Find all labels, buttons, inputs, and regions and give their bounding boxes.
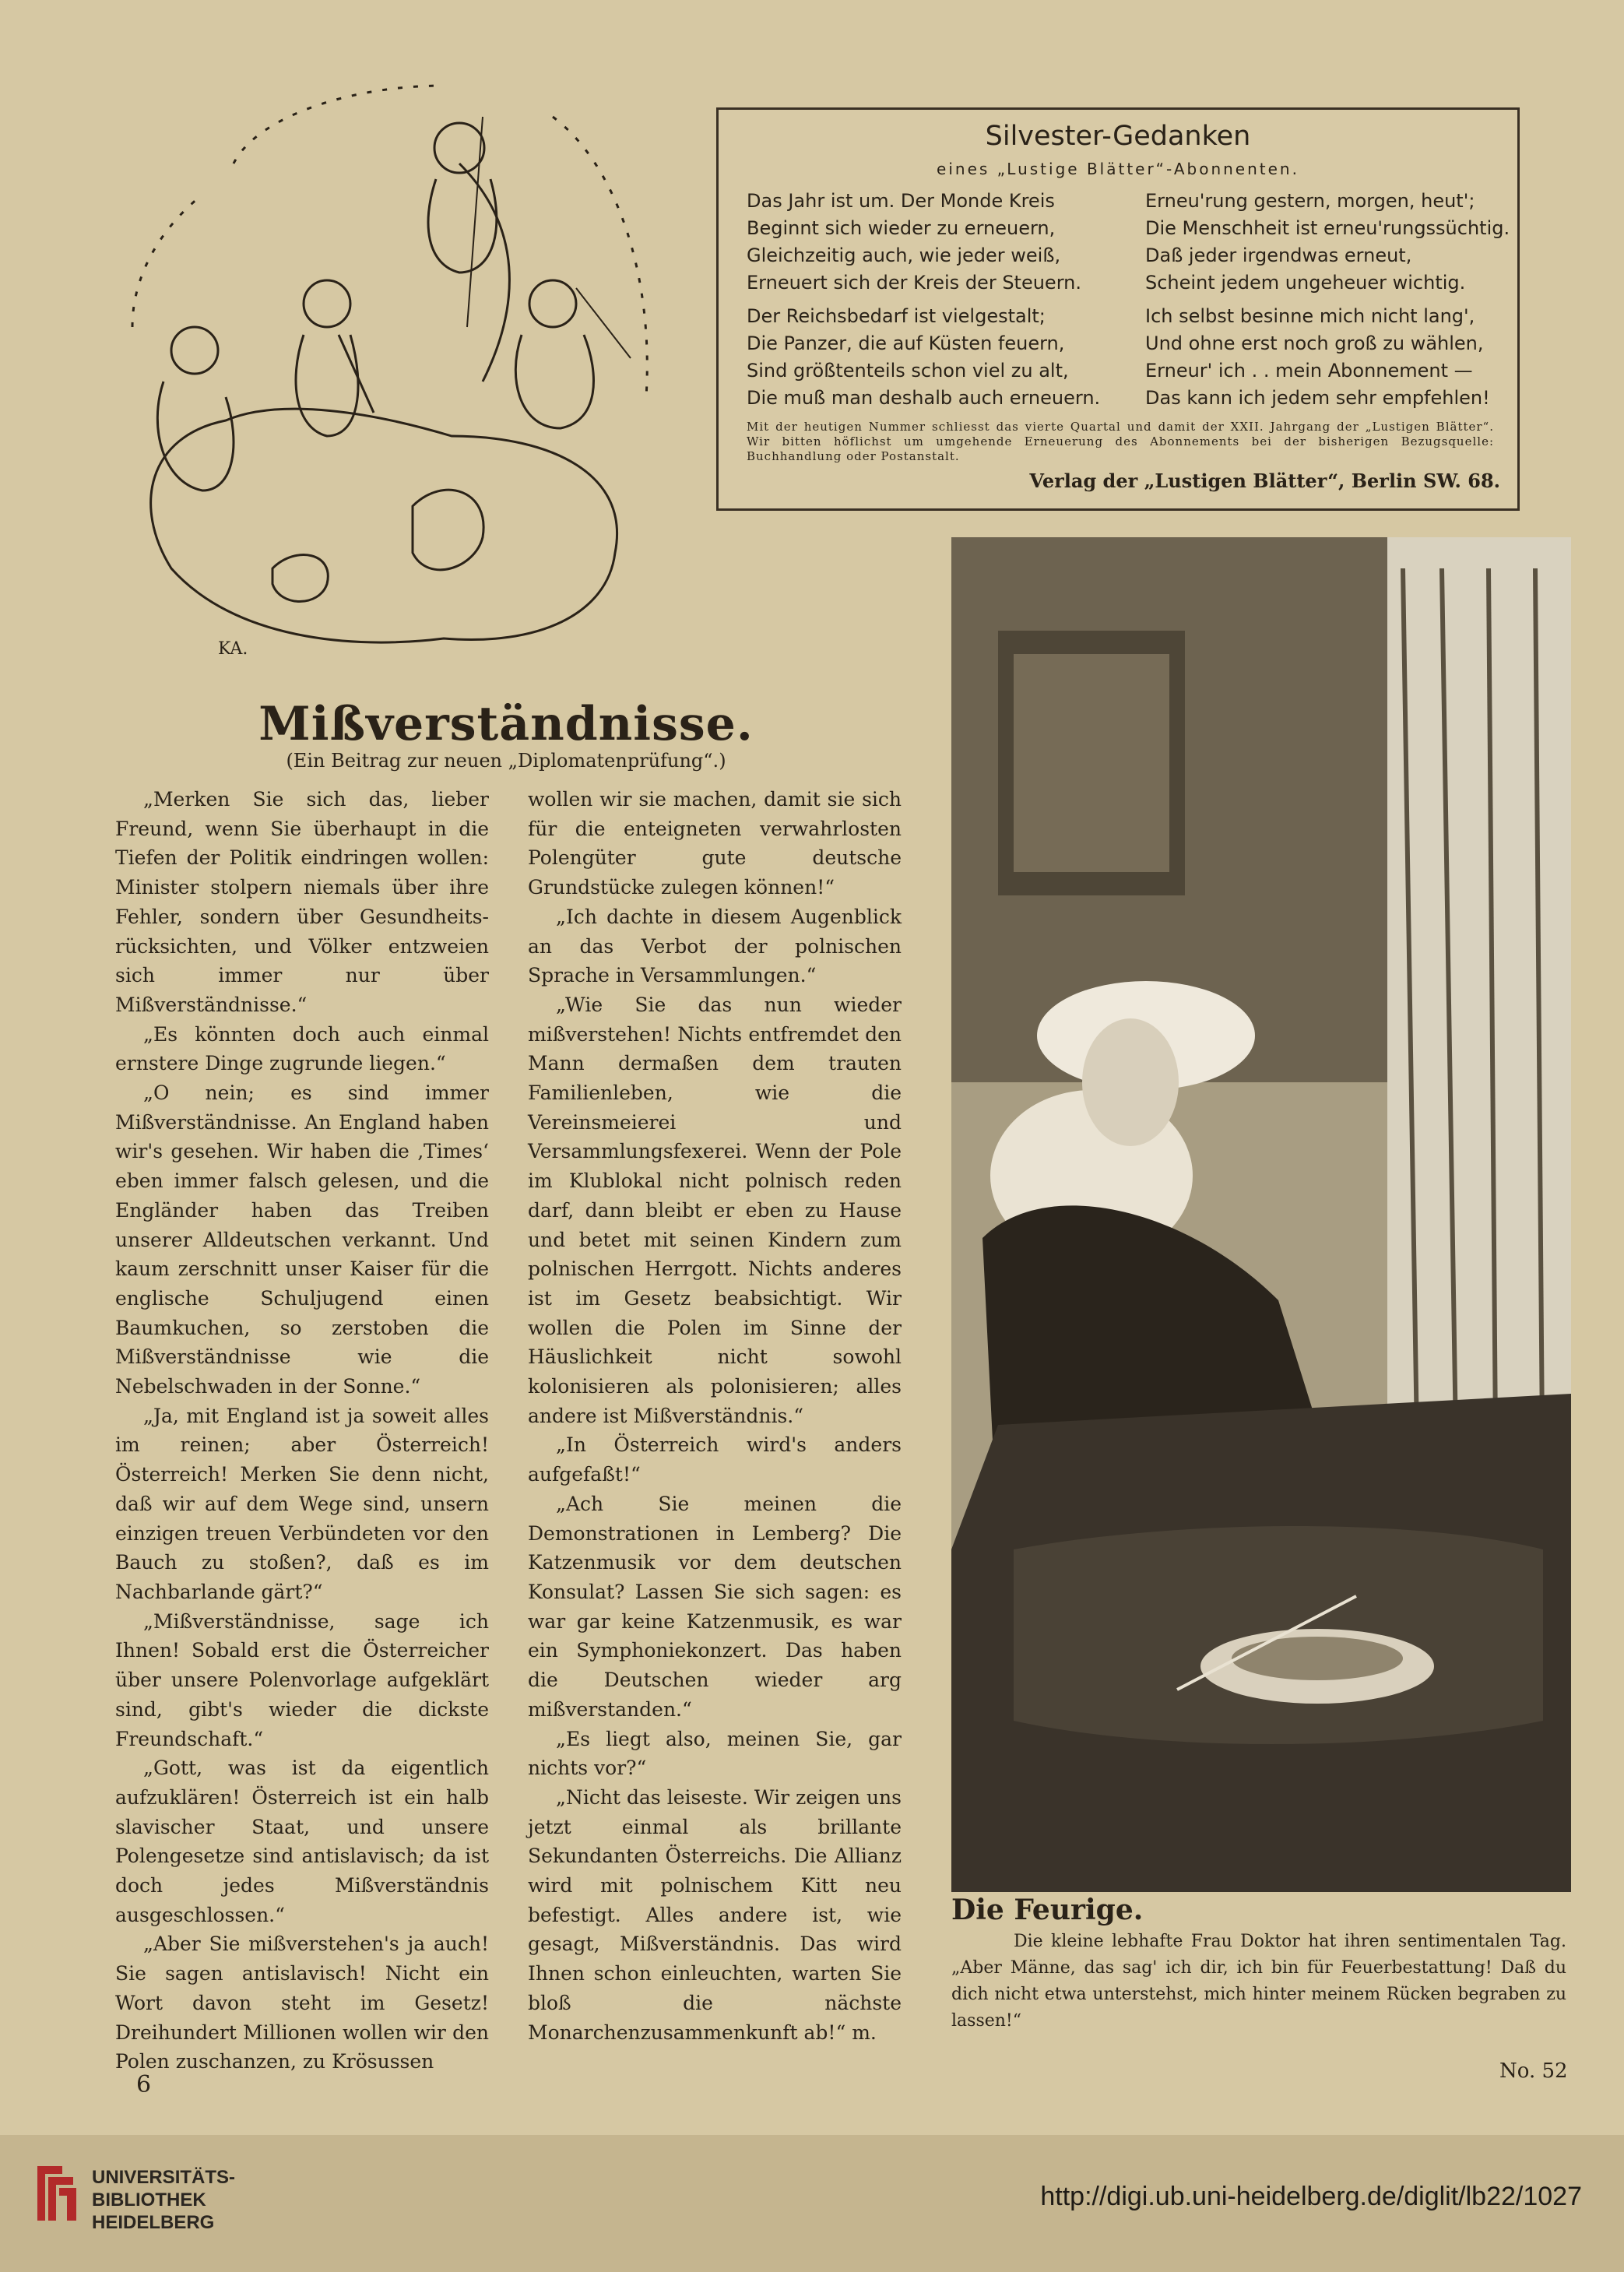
poem-line: Das kann ich jedem sehr empfehlen! — [1145, 387, 1490, 409]
caption-title: Die Feurige. — [951, 1894, 1144, 1926]
article-paragraph — [528, 1783, 902, 2047]
article-paragraph: „Wie Sie das nun wieder mißverstehen! Nichts entfremdet den Mann dermaßen dem trauten Familienleben, wie die Vereinsmeierei und Versammlungsfexerei. Wenn der Pole im Klublokal nicht polnisch reden darf, dann bleibt er eben zu Hause und betet mit seinen Kindern zum polnischen Herrgott. Nichts anderes ist im Gesetz beabsichtigt. Wir wollen die Polen im Sinne der Häuslichkeit nicht sowohl kolonisieren als polonisieren; alles andere ist Mißverständnis.“ — [528, 993, 902, 1427]
poem-line: Sind größtenteils schon viel zu alt, — [747, 360, 1069, 382]
poem-line: Erneur' ich . . mein Abonnement — — [1145, 360, 1473, 382]
article-paragraph: „In Österreich wird's anders aufgefaßt!“ — [528, 1433, 902, 1486]
institution-name-line: UNIVERSITÄTS- — [92, 2167, 236, 2188]
issue-number: No. 52 — [1499, 2059, 1568, 2083]
article-paragraph: „Ja, mit England ist ja soweit alles im reinen; aber Österreich! Österreich! Merken Sie denn nicht, daß wir auf dem Wege sind, unsern einzigen treuen Verbündeten vor den Bauch zu stoßen?, daß es im Nachbarlande gärt?“ — [115, 1404, 489, 1603]
institution-name-line: BIBLIOTHEK — [92, 2189, 206, 2210]
illustration-svg — [951, 537, 1571, 1892]
article-paragraph: „Mißverständnisse, sage ich Ihnen! Sobald erst die Österreicher über unsere Polenvorlage aufgeklärt sind, gibt's wieder die dickste Freundschaft.“ — [115, 1609, 489, 1750]
poem-title: Silvester-Gedanken — [985, 121, 1251, 152]
poem-stanza-1-left — [747, 188, 1081, 297]
digitization-url-link[interactable]: http://digi.ub.uni-heidelberg.de/diglit/lb22/1027 — [1040, 2182, 1582, 2211]
poem-line: Daß jeder irgendwas erneut, — [1145, 244, 1412, 266]
poem-line: Gleichzeitig auch, wie jeder weiß, — [747, 244, 1061, 266]
cherub-drawing-svg — [117, 70, 677, 670]
logo-svg — [31, 2163, 79, 2224]
article-subtitle: (Ein Beitrag zur neuen „Diplomatenprüfung“.) — [286, 750, 726, 772]
poem-line: Die Menschheit ist erneu'rungssüchtig. — [1145, 217, 1510, 239]
poem-line: Scheint jedem ungeheuer wichtig. — [1145, 272, 1466, 294]
caption-text: Die kleine lebhafte Frau Doktor hat ihren sentimentalen Tag. „Aber Männe, das sag' ich dir, ich bin für Feuerbestattung! Daß du dich nicht etwa unterstehst, mich hinter meinem Rücken begraben zu lassen!“ — [951, 1932, 1566, 2031]
poem-line: Die muß man deshalb auch erneuern. — [747, 387, 1101, 409]
article-paragraph: „Ich dachte in diesem Augenblick an das Verbot der polnischen Sprache in Versammlungen.“ — [528, 905, 902, 987]
article-paragraph: „Aber Sie mißverstehen's ja auch! Sie sagen antislavisch! Nicht ein Wort davon steht im Gesetz! Dreihundert Millionen wollen wir den Polen zuschanzen, zu Krösussen — [115, 1933, 489, 2073]
article-paragraph: „Gott, was ist da eigentlich aufzuklären! Österreich ist ein halb slavischer Staat, und unsere Polengesetze sind antislavisch; da ist doch jedes Mißverständnis ausgeschlossen.“ — [115, 1757, 489, 1926]
publisher-line: Verlag der „Lustigen Blätter“, Berlin SW. 68. — [1029, 470, 1500, 492]
page-number: 6 — [136, 2071, 152, 2098]
university-logo-icon — [31, 2163, 79, 2224]
poem-line: Und ohne erst noch groß zu wählen, — [1145, 332, 1484, 354]
article-column-left — [115, 785, 489, 2077]
poem-line: Ich selbst besinne mich nicht lang', — [1145, 305, 1475, 327]
poem-line: Die Panzer, die auf Küsten feuern, — [747, 332, 1065, 354]
poem-line: Das Jahr ist um. Der Monde Kreis — [747, 190, 1055, 212]
poem-line: Erneu'rung gestern, morgen, heut'; — [1145, 190, 1475, 212]
poem-subtitle: eines „Lustige Blätter“-Abonnenten. — [937, 160, 1299, 178]
poem-line: Der Reichsbedarf ist vielgestalt; — [747, 305, 1046, 327]
poem-stanza-2-left — [747, 303, 1100, 412]
article-paragraph: „Es könnten doch auch einmal ernstere Dinge zugrunde liegen.“ — [115, 1022, 489, 1075]
illustration-feurige — [951, 537, 1571, 1892]
article-paragraph: wollen wir sie machen, damit sie sich für die enteigneten verwahrlosten Polengüter gute deutsche Grundstücke zulegen können!“ — [528, 788, 902, 899]
article-paragraph: „O nein; es sind immer Mißverständnisse. An England haben wir's gesehen. Wir haben die ‚Times‘ eben immer falsch gelesen, und die Engländer haben das Treiben unserer Alldeutschen verkannt. Und kaum zerschnitt unser Kaiser für die englische Schuljugend einen Baumkuchen, so zerstoben die Mißverständnisse wie die Nebelschwaden in der Sonne.“ — [115, 1081, 489, 1398]
institution-name-line: HEIDELBERG — [92, 2212, 215, 2233]
article-paragraph-text: „Nicht das leiseste. Wir zeigen uns jetzt einmal als brillante Sekundanten Österreichs. Die Allianz wird mit polnischem Kitt neu befestigt. Alles andere ist, wie gesagt, Mißverständnis. Das wird Ihnen schon einleuchten, warten Sie bloß die nächste Monarchenzusammenkunft ab!“ — [528, 1785, 902, 2044]
poem-box — [716, 107, 1520, 511]
subscription-note: Mit der heutigen Nummer schliesst das vierte Quartal und damit der XXII. Jahrgang der „Lustigen Blätter“. Wir bitten höflichst um umgehende Erneuerung des Abonnements bei der bisherigen Bezugsquelle: Buchhandlung oder Postanstalt. — [747, 420, 1494, 463]
cherub-musicians-drawing — [117, 70, 677, 670]
article-column-right — [528, 785, 902, 2047]
article-title: Mißverständnisse. — [258, 697, 754, 751]
poem-stanza-2-right — [1145, 303, 1490, 412]
article-paragraph: „Es liegt also, meinen Sie, gar nichts vor?“ — [528, 1727, 902, 1780]
article-paragraph: „Merken Sie sich das, lieber Freund, wenn Sie überhaupt in die Tiefen der Politik eindringen wollen: Minister stolpern niemals über ihre Fehler, sondern über Gesundheits-rücksichten, und Völker entzweien sich immer nur über Mißverständnisse.“ — [115, 788, 489, 1016]
article-paragraph: „Ach Sie meinen die Demonstrationen in Lemberg? Die Katzenmusik vor dem deutschen Konsulat? Lassen Sie sich sagen: es war gar keine Katzenmusik, es war ein Symphoniekonzert. Das haben die Deutschen wieder arg mißverstanden.“ — [528, 1492, 902, 1721]
institution-name — [92, 2166, 235, 2234]
poem-line: Beginnt sich wieder zu erneuern, — [747, 217, 1056, 239]
article-signature: m. — [852, 2021, 877, 2044]
poem-line: Erneuert sich der Kreis der Steuern. — [747, 272, 1081, 294]
library-footer — [0, 2135, 1624, 2272]
artist-signature: KA. — [218, 639, 248, 659]
poem-stanza-1-right — [1145, 188, 1510, 297]
